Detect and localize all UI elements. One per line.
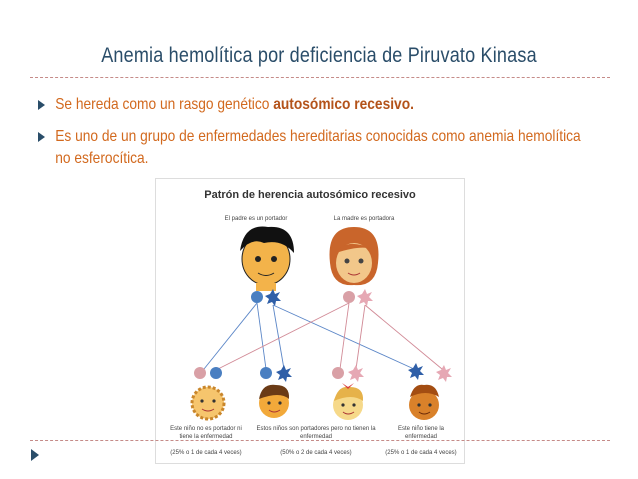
father-allele-normal	[251, 291, 263, 303]
title-divider	[30, 77, 610, 78]
children-2-3-caption: Estos niños son portadores pero no tienen la enfermedad	[256, 426, 376, 440]
father-label: El padre es un portador	[224, 216, 288, 222]
mother-allele-mutated	[357, 289, 373, 306]
bullet-1-text: Se hereda como un rasgo genético	[55, 96, 274, 113]
probability-2-3: (50% o 2 de cada 4 veces)	[280, 450, 352, 456]
child-1-caption: Este niño no es portador ni tiene la enfermedad	[170, 426, 242, 440]
probability-1: (25% o 1 de cada 4 veces)	[170, 450, 242, 456]
inheritance-figure	[155, 178, 465, 464]
pedigree-diagram	[156, 179, 464, 463]
father-allele-mutated	[265, 289, 281, 306]
bullet-2	[38, 126, 598, 170]
mother-figure	[330, 227, 379, 285]
bullet-1-bold: autosómico recesivo.	[273, 96, 414, 113]
mother-allele-normal	[343, 291, 355, 303]
child-2-figure	[259, 385, 289, 418]
bullet-2-text: Es uno de un grupo de enfermedades hereditarias conocidas como anemia hemolítica no esferocítica.	[55, 128, 581, 167]
child-4-figure	[409, 385, 439, 420]
mother-label: La madre es portadora	[333, 216, 395, 222]
father-figure	[240, 227, 294, 292]
footer-divider	[30, 440, 610, 441]
bullet-1	[38, 94, 598, 116]
figure-title: Patrón de herencia autosómico recesivo	[204, 189, 416, 201]
child-1-figure	[192, 387, 224, 419]
child-3-figure	[333, 383, 363, 420]
slide-title: Anemia hemolítica por deficiencia de Piruvato Kinasa	[101, 44, 537, 67]
child-4-caption: Este niño tiene la enfermedad	[397, 426, 445, 440]
probability-4: (25% o 1 de cada 4 veces)	[385, 450, 457, 456]
footer-arrow-icon	[31, 449, 39, 461]
